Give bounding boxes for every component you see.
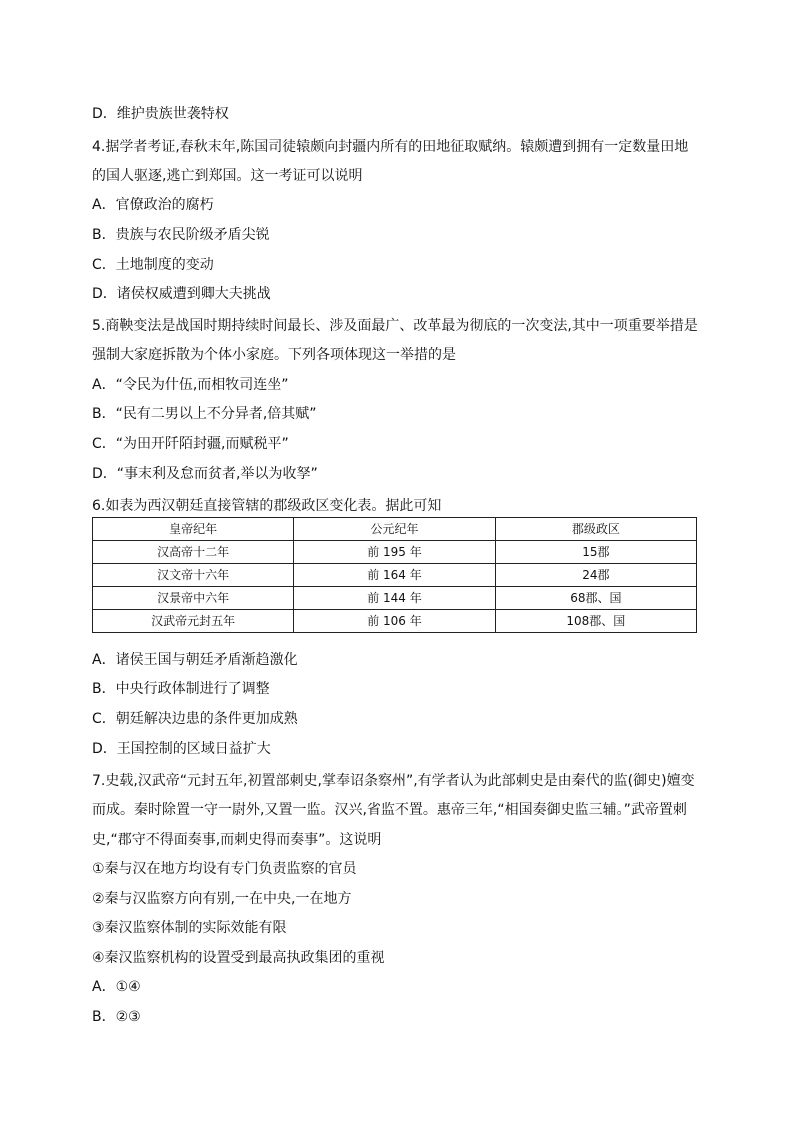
q4-option-c: C．土地制度的变动 xyxy=(92,257,214,273)
table-cell: 前 164 年 xyxy=(294,564,495,587)
q6-stem: 6.如表为西汉朝廷直接管辖的郡级政区变化表。据此可知 xyxy=(92,498,442,514)
q6-option-b: B．中央行政体制进行了调整 xyxy=(92,681,270,697)
table-cell: 24郡 xyxy=(495,564,696,587)
q7-statement-3: ③秦汉监察体制的实际效能有限 xyxy=(92,920,287,936)
table-cell: 汉文帝十六年 xyxy=(93,564,294,587)
table-cell: 汉武帝元封五年 xyxy=(93,610,294,633)
q6-option-c: C．朝廷解决边患的条件更加成熟 xyxy=(92,711,298,727)
table-cell: 汉高帝十二年 xyxy=(93,541,294,564)
q5-option-d: D．“事末利及怠而贫者,举以为收孥” xyxy=(92,466,318,482)
q4-stem-line-1: 4.据学者考证,春秋末年,陈国司徒辕颇向封疆内所有的田地征取赋纳。辕颇遭到拥有一定数量田地 xyxy=(92,139,689,155)
table-cell: 68郡、国 xyxy=(495,587,696,610)
q4-option-d: D．诸侯权威遭到卿大夫挑战 xyxy=(92,286,271,302)
q7-stem-line-2: 而成。秦时除置一守一尉外,又置一监。汉兴,省监不置。惠帝三年,“相国奏御史监三辅。”武帝置刺 xyxy=(92,802,687,818)
table-header-cell: 皇帝纪年 xyxy=(93,518,294,541)
q6-option-a: A．诸侯王国与朝廷矛盾渐趋激化 xyxy=(92,652,298,668)
table-cell: 前 144 年 xyxy=(294,587,495,610)
q7-stem-line-1: 7.史载,汉武帝“元封五年,初置部刺史,掌奉诏条察州”,有学者认为此部刺史是由秦代的监(御史)嬗变 xyxy=(92,773,695,789)
table-cell: 前 195 年 xyxy=(294,541,495,564)
q5-option-a: A．“令民为什伍,而相牧司连坐” xyxy=(92,377,289,393)
q6-table xyxy=(92,517,697,633)
q5-stem-line-1: 5.商鞅变法是战国时期持续时间最长、涉及面最广、改革最为彻底的一次变法,其中一项重要举措是 xyxy=(92,318,698,334)
q7-statement-4: ④秦汉监察机构的设置受到最高执政集团的重视 xyxy=(92,950,385,966)
q3-option-d: D．维护贵族世袭特权 xyxy=(92,106,229,122)
table-row xyxy=(93,610,697,633)
q7-stem-line-3: 史,“郡守不得面奏事,而刺史得而奏事”。这说明 xyxy=(92,832,382,848)
table-header-row xyxy=(93,518,697,541)
q7-statement-1: ①秦与汉在地方均设有专门负责监察的官员 xyxy=(92,861,357,877)
q7-option-b: B．②③ xyxy=(92,1009,141,1025)
q7-statement-2: ②秦与汉监察方向有别,一在中央,一在地方 xyxy=(92,891,352,907)
table-row xyxy=(93,541,697,564)
table-header-cell: 郡级政区 xyxy=(495,518,696,541)
table-row xyxy=(93,587,697,610)
table-row xyxy=(93,564,697,587)
q7-option-a: A．①④ xyxy=(92,979,141,995)
table-header-cell: 公元纪年 xyxy=(294,518,495,541)
q4-stem-line-2: 的国人驱逐,逃亡到郑国。这一考证可以说明 xyxy=(92,168,363,184)
table-cell: 108郡、国 xyxy=(495,610,696,633)
q4-option-a: A．官僚政治的腐朽 xyxy=(92,197,214,213)
table-cell: 前 106 年 xyxy=(294,610,495,633)
q5-stem-line-2: 强制大家庭拆散为个体小家庭。下列各项体现这一举措的是 xyxy=(92,347,456,363)
q5-option-b: B．“民有二男以上不分异者,倍其赋” xyxy=(92,406,317,422)
table-cell: 15郡 xyxy=(495,541,696,564)
q6-option-d: D．王国控制的区域日益扩大 xyxy=(92,741,271,757)
q5-option-c: C．“为田开阡陌封疆,而赋税平” xyxy=(92,436,289,452)
q4-option-b: B．贵族与农民阶级矛盾尖锐 xyxy=(92,227,270,243)
table-cell: 汉景帝中六年 xyxy=(93,587,294,610)
